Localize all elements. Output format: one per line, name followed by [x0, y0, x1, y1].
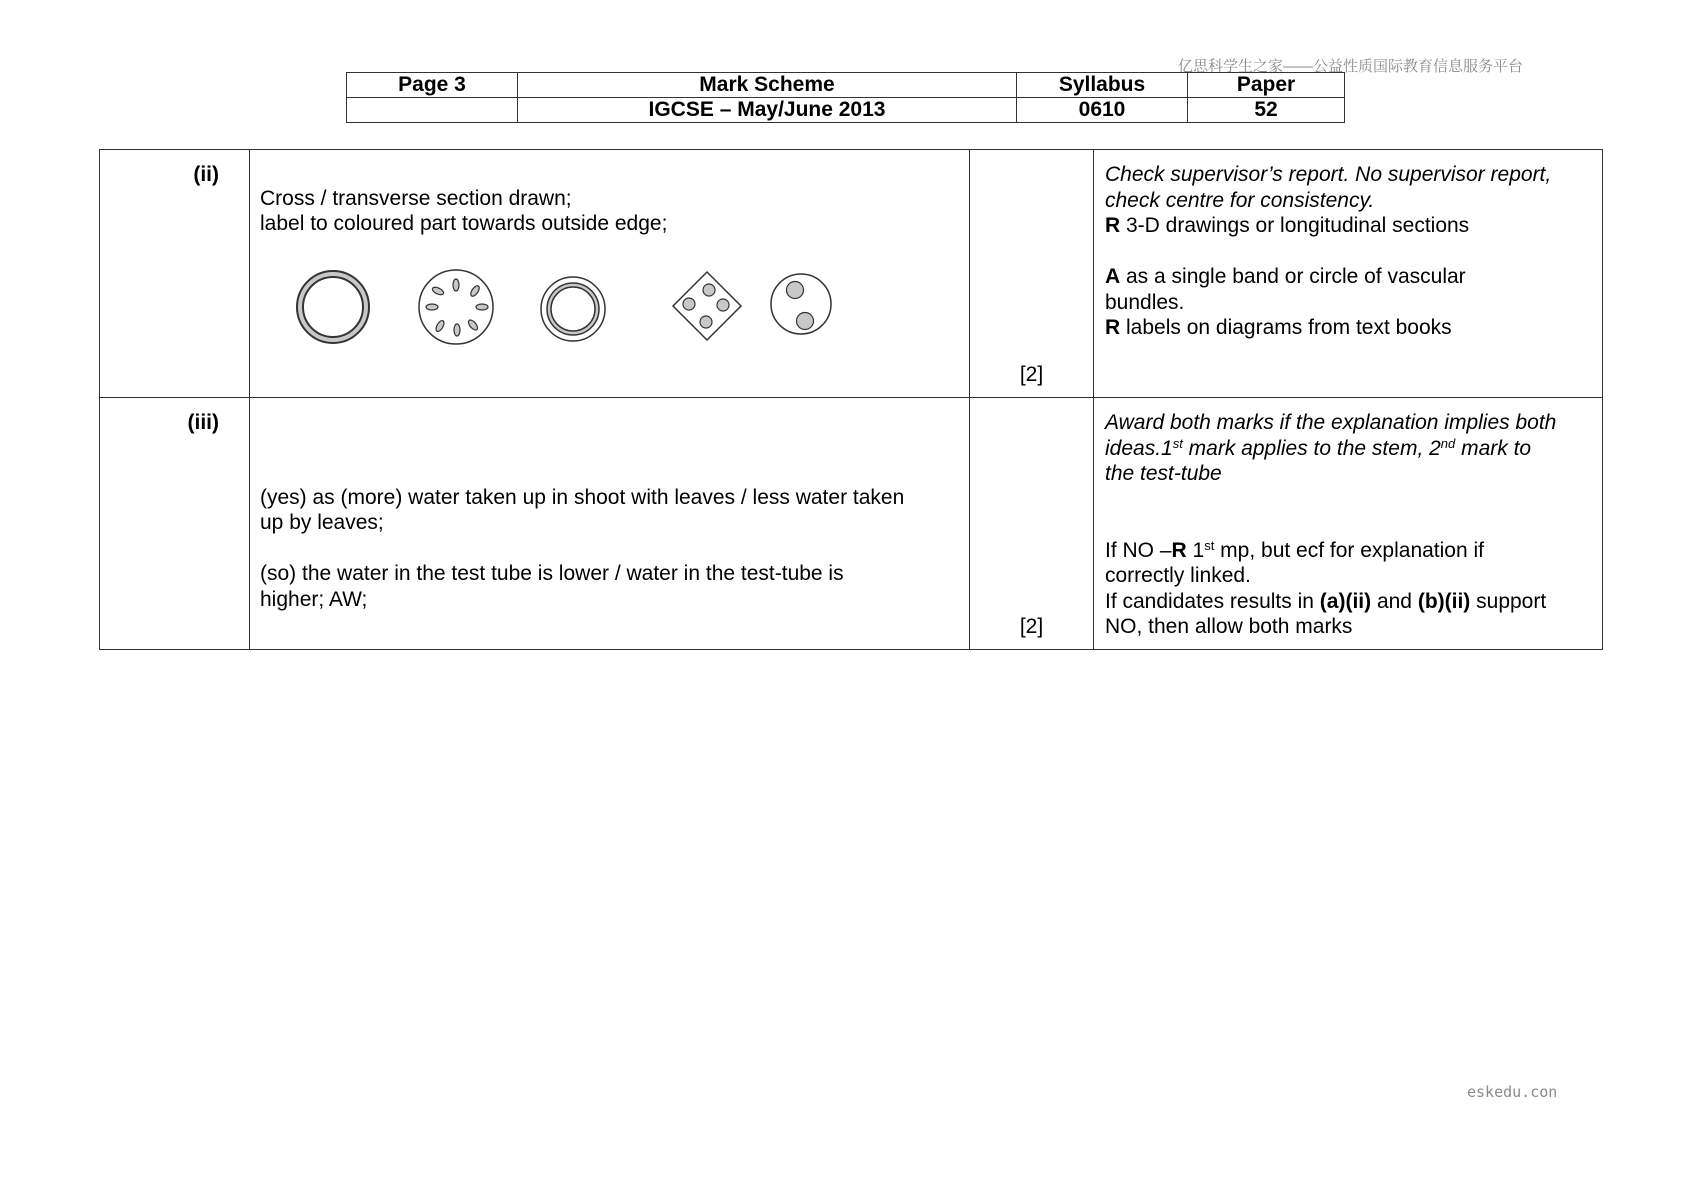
row-ii — [100, 150, 1603, 398]
reject-marker: R — [1105, 214, 1121, 237]
guidance-iii-line3: the test-tube — [1105, 462, 1222, 485]
header-empty-cell — [347, 98, 518, 123]
superscript: st — [1172, 435, 1183, 451]
guidance-iii-line4 — [1105, 538, 1592, 564]
header-exam: IGCSE – May/June 2013 — [518, 98, 1017, 123]
answer-iii-line4: higher; AW; — [260, 587, 368, 611]
answer-iii — [250, 398, 970, 650]
reject-marker: R — [1105, 316, 1121, 339]
guidance-text: mark applies to the stem, 2 — [1182, 436, 1441, 460]
guidance-iii-line6 — [1105, 589, 1592, 615]
diagram-two-bundles — [771, 274, 831, 334]
guidance-text: and — [1371, 589, 1418, 613]
guidance-text: as a single band or circle of vascular — [1120, 265, 1466, 288]
mark-iii: [2] — [970, 398, 1094, 650]
header-page: Page 3 — [347, 73, 518, 98]
answer-ii — [250, 150, 970, 398]
reject-marker: R — [1171, 538, 1187, 562]
mark-scheme-table — [99, 149, 1603, 650]
diagram-square-stem — [673, 272, 741, 340]
row-iii — [100, 398, 1603, 650]
guidance-text: support — [1470, 589, 1547, 613]
guidance-text: mark to — [1455, 436, 1532, 460]
guidance-text: ideas.1 — [1105, 436, 1173, 460]
guidance-text: mp, but ecf for explanation if — [1214, 538, 1484, 562]
diagram-double-ring — [541, 277, 605, 341]
header-syllabus-code: 0610 — [1017, 98, 1188, 123]
guidance-ii-line2: check centre for consistency. — [1105, 188, 1375, 212]
guidance-ii — [1094, 150, 1603, 398]
answer-iii-line1: (yes) as (more) water taken up in shoot with leaves / less water taken — [260, 485, 905, 509]
header-mark-scheme: Mark Scheme — [518, 73, 1017, 98]
question-ref: (a)(ii) — [1319, 589, 1372, 613]
guidance-text: 1 — [1186, 538, 1205, 562]
watermark-top: 亿思科学生之家——公益性质国际教育信息服务平台 — [1178, 58, 1524, 75]
answer-iii-line3: (so) the water in the test tube is lower / water in the test-tube is — [260, 562, 844, 585]
superscript: nd — [1440, 435, 1456, 451]
guidance-iii-line7: NO, then allow both marks — [1105, 615, 1353, 638]
guidance-iii-line5: correctly linked. — [1105, 564, 1251, 587]
accept-marker: A — [1105, 265, 1121, 288]
header-paper-label: Paper — [1188, 73, 1345, 98]
guidance-ii-line1: Check supervisor’s report. No supervisor report, — [1105, 163, 1552, 186]
question-number-iii: (iii) — [100, 398, 250, 650]
guidance-iii — [1094, 398, 1603, 650]
guidance-iii-line1: Award both marks if the explanation implies both — [1105, 411, 1557, 434]
question-number-ii: (ii) — [100, 150, 250, 398]
guidance-text: labels on diagrams from text books — [1120, 316, 1452, 339]
diagram-ring-of-bundles — [419, 270, 493, 344]
guidance-ii-line3 — [1105, 213, 1592, 239]
guidance-text: If candidates results in — [1105, 589, 1320, 613]
guidance-text: 3-D drawings or longitudinal sections — [1120, 214, 1470, 237]
answer-iii-line2: up by leaves; — [260, 511, 384, 534]
header-syllabus-label: Syllabus — [1017, 73, 1188, 98]
header-paper-code: 52 — [1188, 98, 1345, 123]
diagram-thick-ring — [297, 271, 369, 343]
guidance-ii-line5: bundles. — [1105, 290, 1185, 314]
guidance-ii-line4 — [1105, 264, 1592, 290]
answer-ii-line1: Cross / transverse section drawn; — [260, 186, 572, 210]
question-ref: (b)(ii) — [1417, 589, 1471, 613]
mark-ii: [2] — [970, 150, 1094, 398]
watermark-bottom: eskedu.con — [1467, 1083, 1558, 1101]
guidance-ii-line6 — [1105, 315, 1592, 341]
header-table — [346, 72, 1345, 123]
guidance-iii-line2 — [1105, 436, 1592, 462]
superscript: st — [1204, 537, 1215, 553]
answer-ii-line2: label to coloured part towards outside edge; — [260, 212, 668, 235]
guidance-text: If NO – — [1105, 538, 1172, 562]
section-diagrams — [292, 263, 852, 353]
